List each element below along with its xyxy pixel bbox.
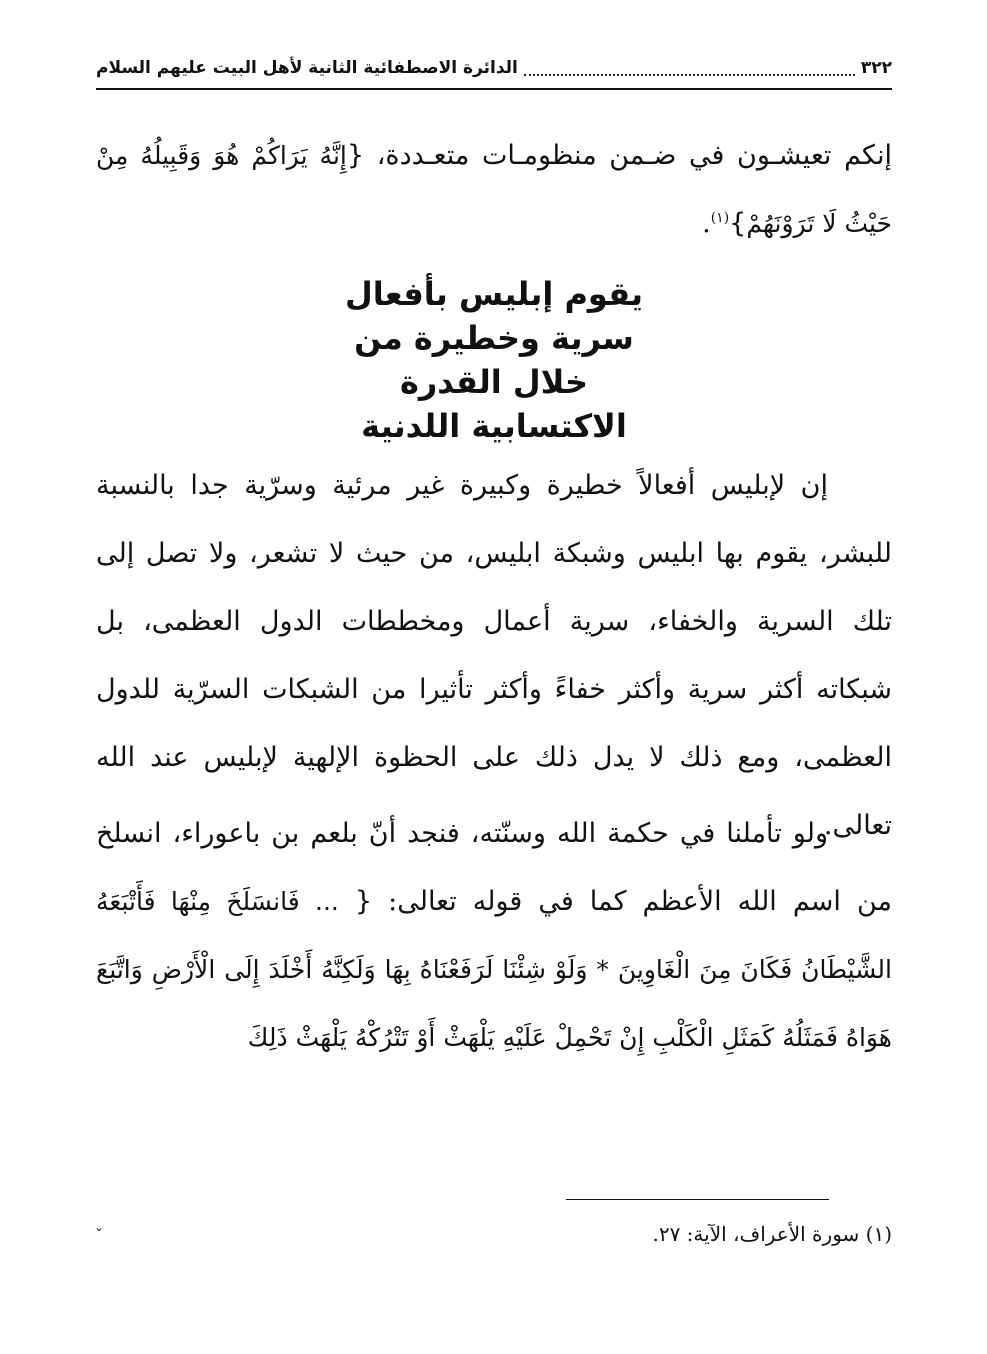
paragraph-text: ولو تأملنا في حكمة الله وسنّته، فنجد أنّ بلعم بن باعوراء، انسلخ من اسم الله الأعظم كما في قوله تعالى:	[96, 818, 892, 917]
body-paragraph	[96, 800, 892, 1072]
body-paragraph	[96, 452, 892, 860]
quran-verse: ... فَانسَلَخَ مِنْهَا فَأَتْبَعَهُ الشَّيْطَانُ فَكَانَ مِنَ الْغَاوِينَ * وَلَوْ شِئْنَا لَرَفَعْنَاهُ بِهَا وَلَكِنَّهُ أَخْلَدَ إِلَى الْأَرْضِ وَاتَّبَعَ هَوَاهُ فَمَثَلُهُ كَمَثَلِ الْكَلْبِ إِنْ تَحْمِلْ عَلَيْهِ يَلْهَثْ أَوْ تَتْرُكْهُ يَلْهَثْ ذَلِكَ	[96, 887, 892, 1052]
heading-line: يقوم إبليس بأفعال	[344, 275, 643, 313]
footnote-separator	[566, 1199, 829, 1200]
verse-open-bracket: {	[346, 140, 365, 171]
intro-paragraph: إنكم تعيشـون في ضـمن منظومـات متعـددة، {إِنَّهُ يَرَاكُمْ هُوَ وَقَبِيلُهُ مِنْ حَيْثُ لَا تَرَوْنَهُمْ}$^{(١)}$.	[96, 140, 892, 239]
intro-text: إنكم تعيشـون في ضـمن منظومـات متعـددة،	[376, 140, 892, 171]
leader-dots	[524, 60, 855, 76]
header-rule	[96, 88, 892, 90]
heading-line: الاكتسابية اللدنية	[361, 407, 627, 445]
page-mark: ˇ	[95, 1226, 103, 1245]
page-number: ٣٢٢	[860, 58, 892, 78]
paragraph-text: إن لإبليس أفعالاً خطيرة وكبيرة غير مرئية وسرّية جدا بالنسبة للبشر، يقوم بها ابليس وشبكة ابليس، من حيث لا تشعر، ولا تصل إلى تلك السرية والخفاء، سرية أعمال ومخططات الدول العظمى، بل شبكاته أكثر سرية وأكثر خفاءً وأكثر تأثيرا من الشبكات السرّية للدول العظمى، ومع ذلك لا يدل ذلك على الحظوة الإلهية لإبليس عند الله تعالى.	[96, 470, 892, 841]
verse-close-bracket: }	[729, 208, 747, 239]
running-header	[96, 48, 892, 88]
footnote-reference: (١)	[710, 210, 730, 226]
running-title: الدائرة الاصطفائية الثانية لأهل البيت عليهم السلام	[96, 58, 518, 78]
quran-verse: إِنَّهُ يَرَاكُمْ هُوَ وَقَبِيلُهُ مِنْ حَيْثُ لَا تَرَوْنَهُمْ	[96, 141, 892, 238]
heading-line: سرية وخطيرة من	[354, 319, 634, 357]
footnote: (١) سورة الأعراف، الآية: ٢٧.	[652, 1222, 892, 1246]
verse-open-bracket: {	[354, 886, 373, 917]
section-heading	[96, 272, 892, 448]
heading-line: خلال القدرة	[399, 363, 589, 401]
